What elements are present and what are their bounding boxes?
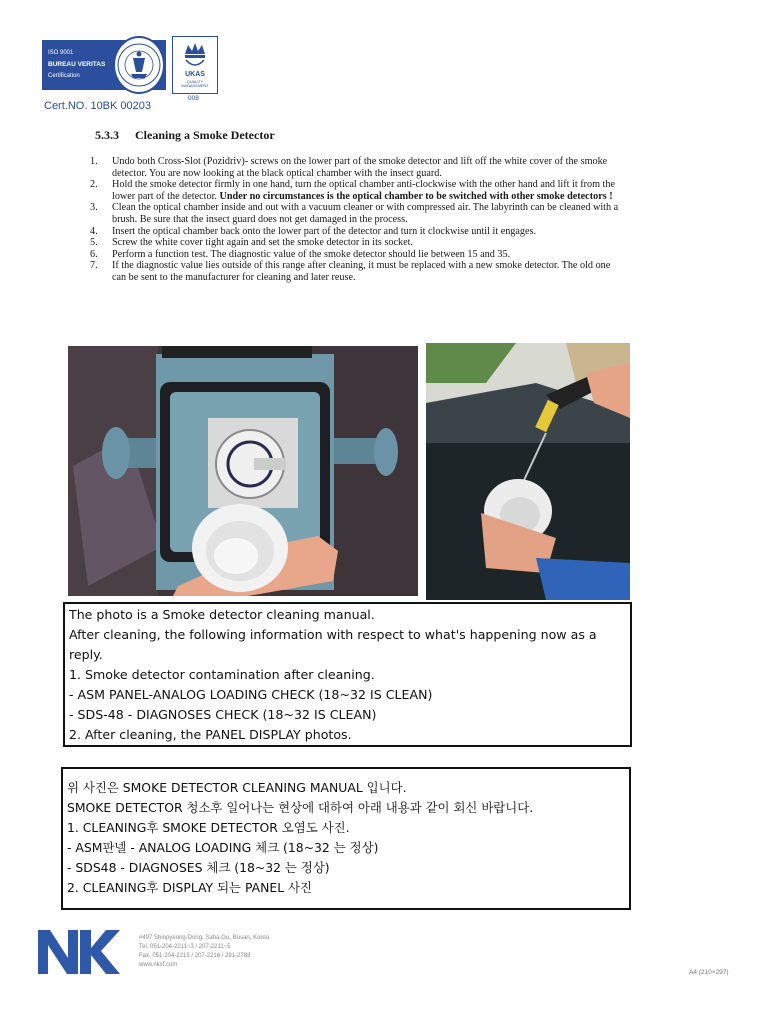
korean-line: 2. CLEANING후 DISPLAY 되는 PANEL 사진 (67, 880, 312, 895)
bureau-veritas-logo (42, 40, 166, 90)
english-line: The photo is a Smoke detector cleaning manual. (69, 607, 375, 622)
certificate-number: Cert.NO. 10BK 00203 (44, 100, 152, 112)
ukas-sub-2: MANAGEMENT (181, 84, 209, 88)
ukas-logo (172, 36, 218, 94)
crown-icon (182, 40, 208, 70)
step-item: 7. If the diagnostic value lies outside of this range after cleaning, it must be replaced with a new smoke detector. The old one can be sent to the manufacturer for cleaning and later reuse. (90, 260, 611, 283)
ukas-name: UKAS (185, 71, 205, 78)
step-text: Undo both Cross-Slot (Pozidriv)- screws on the lower part of the smoke detector and lift off the white cover of the smoke detector. You are now looking at the black optical chamber with the insect guard. (112, 156, 608, 179)
ukas-sub-1: QUALITY (186, 80, 204, 84)
section-heading (95, 128, 275, 143)
website-line: www.nksf.com (139, 962, 178, 968)
step-warning: Under no circumstances is the optical chamber to be switched with other smoke detectors ! (219, 190, 613, 202)
bv-line-iso: ISO 9001 (48, 50, 74, 56)
korean-line: 위 사진은 SMOKE DETECTOR CLEANING MANUAL 입니다. (67, 780, 407, 795)
section-number: 5.3.3 (95, 128, 119, 142)
photo-detector-housing (68, 346, 418, 596)
english-line: 2. After cleaning, the PANEL DISPLAY photos. (69, 727, 352, 742)
cleaning-steps-list (90, 156, 620, 284)
step-text: Hold the smoke detector firmly in one hand, turn the optical chamber anti-clockwise with the other hand and lift it from the lower part of the detector. (112, 179, 616, 202)
english-line: 1. Smoke detector contamination after cleaning. (69, 667, 375, 682)
korean-line: 1. CLEANING후 SMOKE DETECTOR 오염도 사진. (67, 820, 350, 835)
section-title: Cleaning a Smoke Detector (135, 128, 275, 142)
english-request-box (63, 602, 632, 747)
company-address (139, 934, 269, 970)
step-item: 3. Clean the optical chamber inside and out with a vacuum cleaner or with compressed air. The labyrinth can be cleaned with a brush. Be sure that the insect guard does not get damaged in the process. (90, 202, 619, 225)
step-text: If the diagnostic value lies outside of this range after cleaning, it must be replaced with a new smoke detector. The old one can be sent to the manufacturer for cleaning and later reuse. (112, 260, 611, 283)
ukas-number: 008 (188, 95, 199, 102)
english-line: - SDS-48 - DIAGNOSES CHECK (18~32 IS CLEAN) (69, 707, 377, 722)
tel-line: Tel. 051-204-2211~3 / 207-2211~5 (139, 944, 231, 950)
korean-request-box (61, 767, 631, 910)
step-item: 2. Hold the smoke detector firmly in one hand, turn the optical chamber anti-clockwise with the other hand and lift it from the lower part of the detector. Under no circumstances is the optical chamber to be switched with other smoke detectors ! (90, 179, 616, 202)
address-line: #497 Shinpyeong-Dong, Saha-Gu, Busan, Korea (139, 935, 270, 941)
step-item: 6. Perform a function test. The diagnostic value of the smoke detector should lie between 15 and 35. (90, 248, 511, 260)
step-text: Insert the optical chamber back onto the lower part of the detector and turn it clockwise until it engages. (112, 225, 537, 237)
step-item: 5. Screw the white cover tight again and set the smoke detector in its socket. (90, 237, 414, 249)
english-line: After cleaning, the following information with respect to what's happening now as a reply. (69, 627, 597, 662)
step-item: 1. Undo both Cross-Slot (Pozidriv)- screws on the lower part of the smoke detector and lift off the white cover of the smoke detector. You are now looking at the black optical chamber with the insect guard. (90, 156, 608, 179)
paper-size-label: A4 (210×297) (689, 969, 729, 976)
step-text: Screw the white cover tight again and set the smoke detector in its socket. (112, 237, 414, 249)
korean-line: SMOKE DETECTOR 청소후 일어나는 현상에 대하여 아래 내용과 같이 회신 바랍니다. (67, 800, 534, 815)
bv-line-name: BUREAU VERITAS (48, 61, 106, 68)
english-line: - ASM PANEL-ANALOG LOADING CHECK (18~32 IS CLEAN) (69, 687, 433, 702)
bv-line-cert: Certification (48, 73, 80, 79)
nk-company-logo (38, 930, 120, 974)
bureau-veritas-seal (113, 36, 165, 94)
korean-line: - SDS48 - DIAGNOSES 체크 (18~32 는 정상) (67, 860, 330, 875)
step-item: 4. Insert the optical chamber back onto the lower part of the detector and turn it clockwise until it engages. (90, 225, 537, 237)
fax-line: Fax. 051-204-2215 / 207-2216 / 291-2788 (139, 953, 251, 959)
step-text: Clean the optical chamber inside and out with a vacuum cleaner or with compressed air. The labyrinth can be cleaned with a brush. Be sure that the insect guard does not get damaged in the process. (112, 202, 619, 225)
photo-compressed-air-cleaning (426, 343, 630, 600)
korean-line: - ASM판넬 - ANALOG LOADING 체크 (18~32 는 정상) (67, 840, 379, 855)
step-text: Perform a function test. The diagnostic value of the smoke detector should lie between 15 and 35. (112, 248, 511, 260)
